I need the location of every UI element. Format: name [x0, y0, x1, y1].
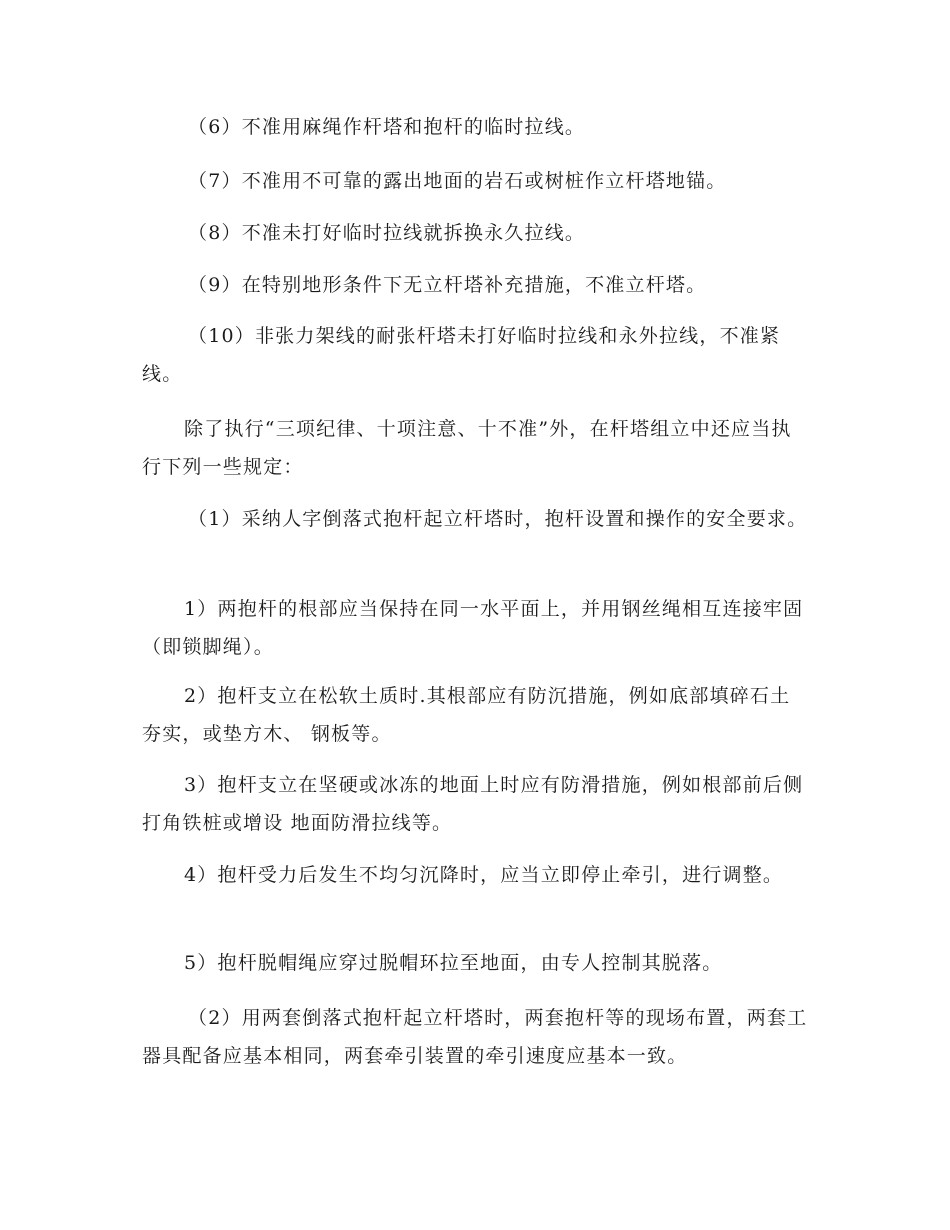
paragraph-requirement-1: （1）采纳人字倒落式抱杆起立杆塔时，抱杆设置和操作的安全要求。	[188, 508, 808, 530]
paragraph-item-3: 3）抱杆支立在坚硬或冰冻的地面上时应有防滑措施，例如根部前后侧打角铁桩或增设 地面防滑拉线等。	[142, 774, 804, 834]
paragraph-rule-10: （10）非张力架线的耐张杆塔未打好临时拉线和永外拉线，不准紧线。	[142, 325, 781, 385]
paragraph-rule-9: （9）在特别地形条件下无立杆塔补充措施，不准立杆塔。	[188, 274, 707, 296]
paragraph-rule-8: （8）不准未打好临时拉线就拆换永久拉线。	[188, 222, 586, 244]
paragraph-item-2: 2）抱杆支立在松软土质时.其根部应有防沉措施，例如底部填碎石土夯实，或垫方木、 钢板等。	[142, 685, 791, 745]
paragraph-requirement-2: （2）用两套倒落式抱杆起立杆塔时，两套抱杆等的现场布置，两套工器具配备应基本相同，两套牵引装置的牵引速度应基本一致。	[142, 1007, 808, 1067]
paragraph-item-5: 5）抱杆脱帽绳应穿过脱帽环拉至地面，由专人控制其脱落。	[184, 952, 723, 974]
paragraph-item-4: 4）抱杆受力后发生不均匀沉降时，应当立即停止牵引，进行调整。	[184, 864, 784, 886]
paragraph-intro-regulations: 除了执行“三项纪律、十项注意、十不准”外，在杆塔组立中还应当执行下列一些规定：	[142, 418, 792, 478]
paragraph-rule-7: （7）不准用不可靠的露出地面的岩石或树桩作立杆塔地锚。	[188, 170, 727, 192]
paragraph-rule-6: （6）不准用麻绳作杆塔和抱杆的临时拉线。	[188, 116, 586, 138]
paragraph-item-1: 1）两抱杆的根部应当保持在同一水平面上，并用钢丝绳相互连接牢固（即锁脚绳）。	[142, 598, 804, 658]
